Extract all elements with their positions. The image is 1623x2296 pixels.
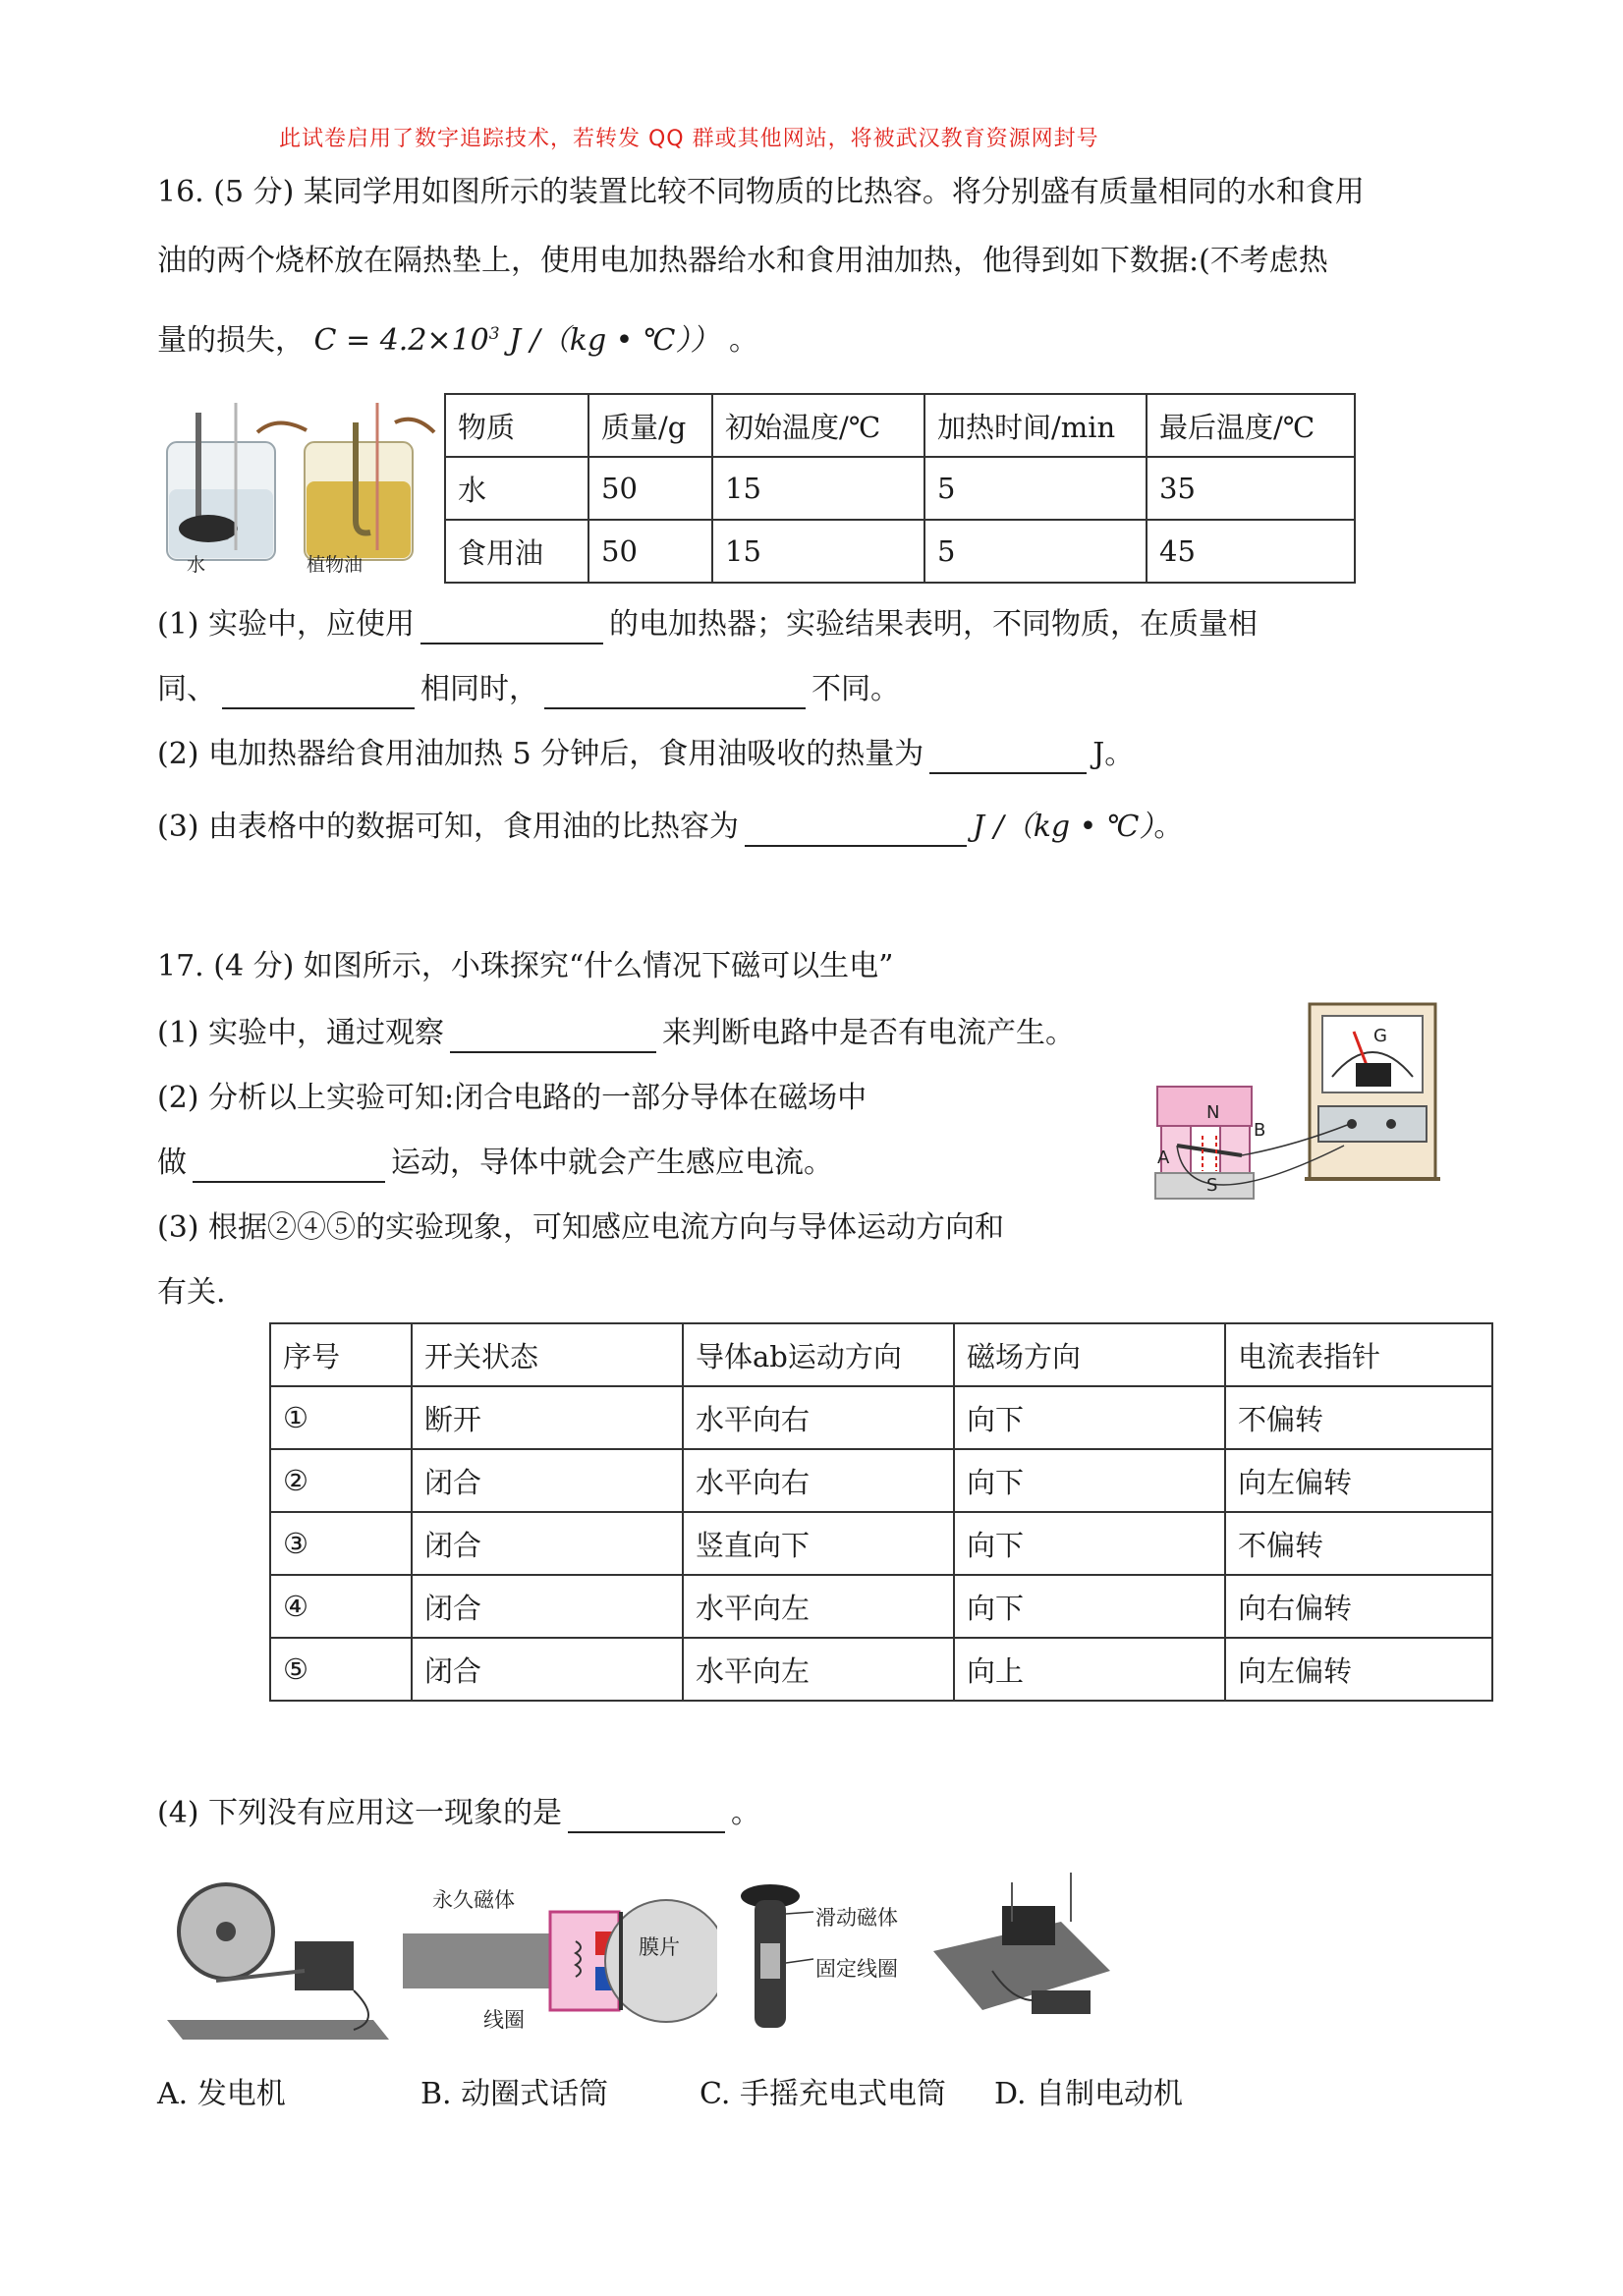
q16-s2-post: J。 bbox=[1092, 737, 1135, 771]
q17-s2a: (2) 分析以上实验可知:闭合电路的一部分导体在磁场中 bbox=[157, 1081, 867, 1115]
torch-label-magnet: 滑动磁体 bbox=[815, 1906, 898, 1930]
q16-table-header-row bbox=[445, 394, 1355, 457]
q16-formula bbox=[314, 323, 720, 358]
q17-header-cell: 开关状态 bbox=[412, 1323, 683, 1386]
q17-cell: 向左偏转 bbox=[1225, 1449, 1492, 1512]
q16-s2-pre: (2) 电加热器给食用油加热 5 分钟后，食用油吸收的热量为 bbox=[157, 737, 924, 771]
option-b[interactable]: B. 动圈式话筒 bbox=[420, 2077, 609, 2111]
option-d-motor-image bbox=[923, 1863, 1120, 2040]
q17-s3b: 有关. bbox=[157, 1275, 226, 1310]
q17-cell: ① bbox=[270, 1386, 412, 1449]
water-beaker-drawing bbox=[167, 403, 275, 560]
q17-title: 17. (4 分) 如图所示，小珠探究“什么情况下磁可以生电” bbox=[157, 949, 894, 983]
option-a[interactable]: A. 发电机 bbox=[157, 2077, 286, 2111]
q16-s1b bbox=[157, 670, 900, 709]
q16-fig-label-oil: 植物油 bbox=[307, 554, 364, 576]
q17-header-cell: 序号 bbox=[270, 1323, 412, 1386]
table-row bbox=[270, 1575, 1492, 1638]
q16-header-cell: 物质 bbox=[445, 394, 588, 457]
q17-cell: 水平向右 bbox=[683, 1386, 954, 1449]
q17-cell: 闭合 bbox=[412, 1512, 683, 1575]
q16-s1b-mid: 相同时， bbox=[420, 672, 538, 706]
q16-s2 bbox=[157, 735, 1134, 774]
q16-line3-pre: 量的损失， bbox=[157, 323, 305, 358]
q16-s3 bbox=[157, 808, 1183, 847]
answer-blank[interactable] bbox=[745, 812, 967, 847]
mic-label-diaphragm: 膜片 bbox=[639, 1935, 680, 1959]
q17-cell: 闭合 bbox=[412, 1449, 683, 1512]
q17-cell: 向上 bbox=[954, 1638, 1225, 1701]
q16-cell: 5 bbox=[924, 457, 1147, 520]
q17-cell: 竖直向下 bbox=[683, 1512, 954, 1575]
q16-cell: 水 bbox=[445, 457, 588, 520]
q17-cell: ④ bbox=[270, 1575, 412, 1638]
table-row bbox=[445, 520, 1355, 583]
q16-line1: 16. (5 分) 某同学用如图所示的装置比较不同物质的比热容。将分别盛有质量相同的水和食用 bbox=[157, 175, 1365, 209]
q17-s1 bbox=[157, 1014, 1075, 1053]
q17-fig-letter-n: N bbox=[1206, 1102, 1220, 1123]
q16-line3 bbox=[157, 314, 758, 361]
q17-cell: 向右偏转 bbox=[1225, 1575, 1492, 1638]
q17-cell: 不偏转 bbox=[1225, 1512, 1492, 1575]
table-row bbox=[270, 1449, 1492, 1512]
answer-blank[interactable] bbox=[568, 1798, 725, 1833]
answer-blank[interactable] bbox=[222, 674, 415, 709]
q16-cell: 50 bbox=[588, 457, 712, 520]
q16-formula-unit: J /（kg • ℃）） bbox=[499, 323, 720, 358]
option-a-generator-image bbox=[157, 1873, 393, 2049]
watermark-notice: 此试卷启用了数字追踪技术，若转发 QQ 群或其他网站，将被武汉教育资源网封号 bbox=[279, 127, 1099, 151]
torch-label-coil: 固定线圈 bbox=[815, 1957, 898, 1981]
q16-header-cell: 质量/g bbox=[588, 394, 712, 457]
q16-line3-post: 。 bbox=[729, 323, 759, 358]
q17-data-table bbox=[269, 1322, 1493, 1702]
q17-table-header-row bbox=[270, 1323, 1492, 1386]
q17-cell: 向左偏转 bbox=[1225, 1638, 1492, 1701]
q16-cell: 15 bbox=[712, 457, 924, 520]
q17-cell: 向下 bbox=[954, 1575, 1225, 1638]
q16-cell: 45 bbox=[1147, 520, 1355, 583]
q16-s1b-post: 不同。 bbox=[812, 672, 900, 706]
q16-fig-label-water: 水 bbox=[187, 554, 206, 576]
q16-s3-post: 。 bbox=[1153, 810, 1184, 844]
q16-s3-unit: J /（kg • ℃） bbox=[973, 810, 1154, 844]
q16-s3-pre: (3) 由表格中的数据可知，食用油的比热容为 bbox=[157, 810, 740, 844]
q17-cell: ③ bbox=[270, 1512, 412, 1575]
q17-cell: 不偏转 bbox=[1225, 1386, 1492, 1449]
table-row bbox=[445, 457, 1355, 520]
mic-label-magnet: 永久磁体 bbox=[432, 1888, 515, 1912]
q17-header-cell: 导体ab运动方向 bbox=[683, 1323, 954, 1386]
answer-blank[interactable] bbox=[450, 1018, 656, 1053]
q16-s1b-pre: 同、 bbox=[157, 672, 216, 706]
q16-cell: 5 bbox=[924, 520, 1147, 583]
q17-cell: 向下 bbox=[954, 1512, 1225, 1575]
q17-s3a: (3) 根据②④⑤的实验现象，可知感应电流方向与导体运动方向和 bbox=[157, 1210, 1005, 1245]
option-c[interactable]: C. 手摇充电式电筒 bbox=[700, 2077, 946, 2111]
table-row bbox=[270, 1512, 1492, 1575]
q17-induction-figure bbox=[1147, 998, 1442, 1234]
q16-header-cell: 初始温度/℃ bbox=[712, 394, 924, 457]
q17-cell: 水平向左 bbox=[683, 1575, 954, 1638]
q17-s2b-post: 运动，导体中就会产生感应电流。 bbox=[391, 1146, 833, 1180]
q16-line2: 油的两个烧杯放在隔热垫上，使用电加热器给水和食用油加热，他得到如下数据:(不考虑热 bbox=[157, 244, 1328, 278]
q17-s1-pre: (1) 实验中，通过观察 bbox=[157, 1016, 445, 1050]
q17-s1-post: 来判断电路中是否有电流产生。 bbox=[662, 1016, 1076, 1050]
q17-cell: 闭合 bbox=[412, 1638, 683, 1701]
q17-cell: 闭合 bbox=[412, 1575, 683, 1638]
q17-cell: 断开 bbox=[412, 1386, 683, 1449]
q16-s1a-post: 的电加热器；实验结果表明，不同物质，在质量相 bbox=[609, 607, 1259, 642]
oil-beaker-drawing bbox=[305, 403, 434, 560]
q17-cell: ② bbox=[270, 1449, 412, 1512]
q17-header-cell: 电流表指针 bbox=[1225, 1323, 1492, 1386]
answer-blank[interactable] bbox=[929, 739, 1087, 774]
q16-cell: 15 bbox=[712, 520, 924, 583]
galvanometer-drawing bbox=[1305, 1004, 1440, 1179]
q16-data-table bbox=[444, 393, 1356, 584]
answer-blank[interactable] bbox=[193, 1148, 385, 1183]
q17-cell: 水平向左 bbox=[683, 1638, 954, 1701]
q16-s1a bbox=[157, 605, 1258, 644]
q17-s4 bbox=[157, 1794, 760, 1833]
q17-header-cell: 磁场方向 bbox=[954, 1323, 1225, 1386]
q17-s2b bbox=[157, 1144, 833, 1183]
q17-cell: 向下 bbox=[954, 1449, 1225, 1512]
q17-cell: 向下 bbox=[954, 1386, 1225, 1449]
q16-header-cell: 最后温度/℃ bbox=[1147, 394, 1355, 457]
q17-fig-letter-a: A bbox=[1157, 1148, 1170, 1168]
q17-cell: 水平向右 bbox=[683, 1449, 954, 1512]
q17-fig-letter-s: S bbox=[1206, 1175, 1218, 1196]
q16-cell: 35 bbox=[1147, 457, 1355, 520]
q17-s4-pre: (4) 下列没有应用这一现象的是 bbox=[157, 1796, 563, 1830]
q16-s1a-pre: (1) 实验中，应使用 bbox=[157, 607, 416, 642]
table-row bbox=[270, 1386, 1492, 1449]
option-d[interactable]: D. 自制电动机 bbox=[994, 2077, 1184, 2111]
q17-s4-post: 。 bbox=[731, 1796, 761, 1830]
q17-s2b-pre: 做 bbox=[157, 1146, 187, 1180]
answer-blank[interactable] bbox=[544, 674, 806, 709]
q16-formula-exp: 3 bbox=[488, 324, 500, 344]
q16-formula-c: C = 4.2×10 bbox=[313, 323, 489, 358]
answer-blank[interactable] bbox=[420, 609, 603, 644]
q17-cell: ⑤ bbox=[270, 1638, 412, 1701]
table-row bbox=[270, 1638, 1492, 1701]
q16-cell: 50 bbox=[588, 520, 712, 583]
q17-fig-letter-g: G bbox=[1373, 1026, 1387, 1046]
q16-header-cell: 加热时间/min bbox=[924, 394, 1147, 457]
mic-label-coil: 线圈 bbox=[483, 2008, 525, 2032]
q17-fig-letter-b: B bbox=[1254, 1120, 1266, 1141]
q16-cell: 食用油 bbox=[445, 520, 588, 583]
